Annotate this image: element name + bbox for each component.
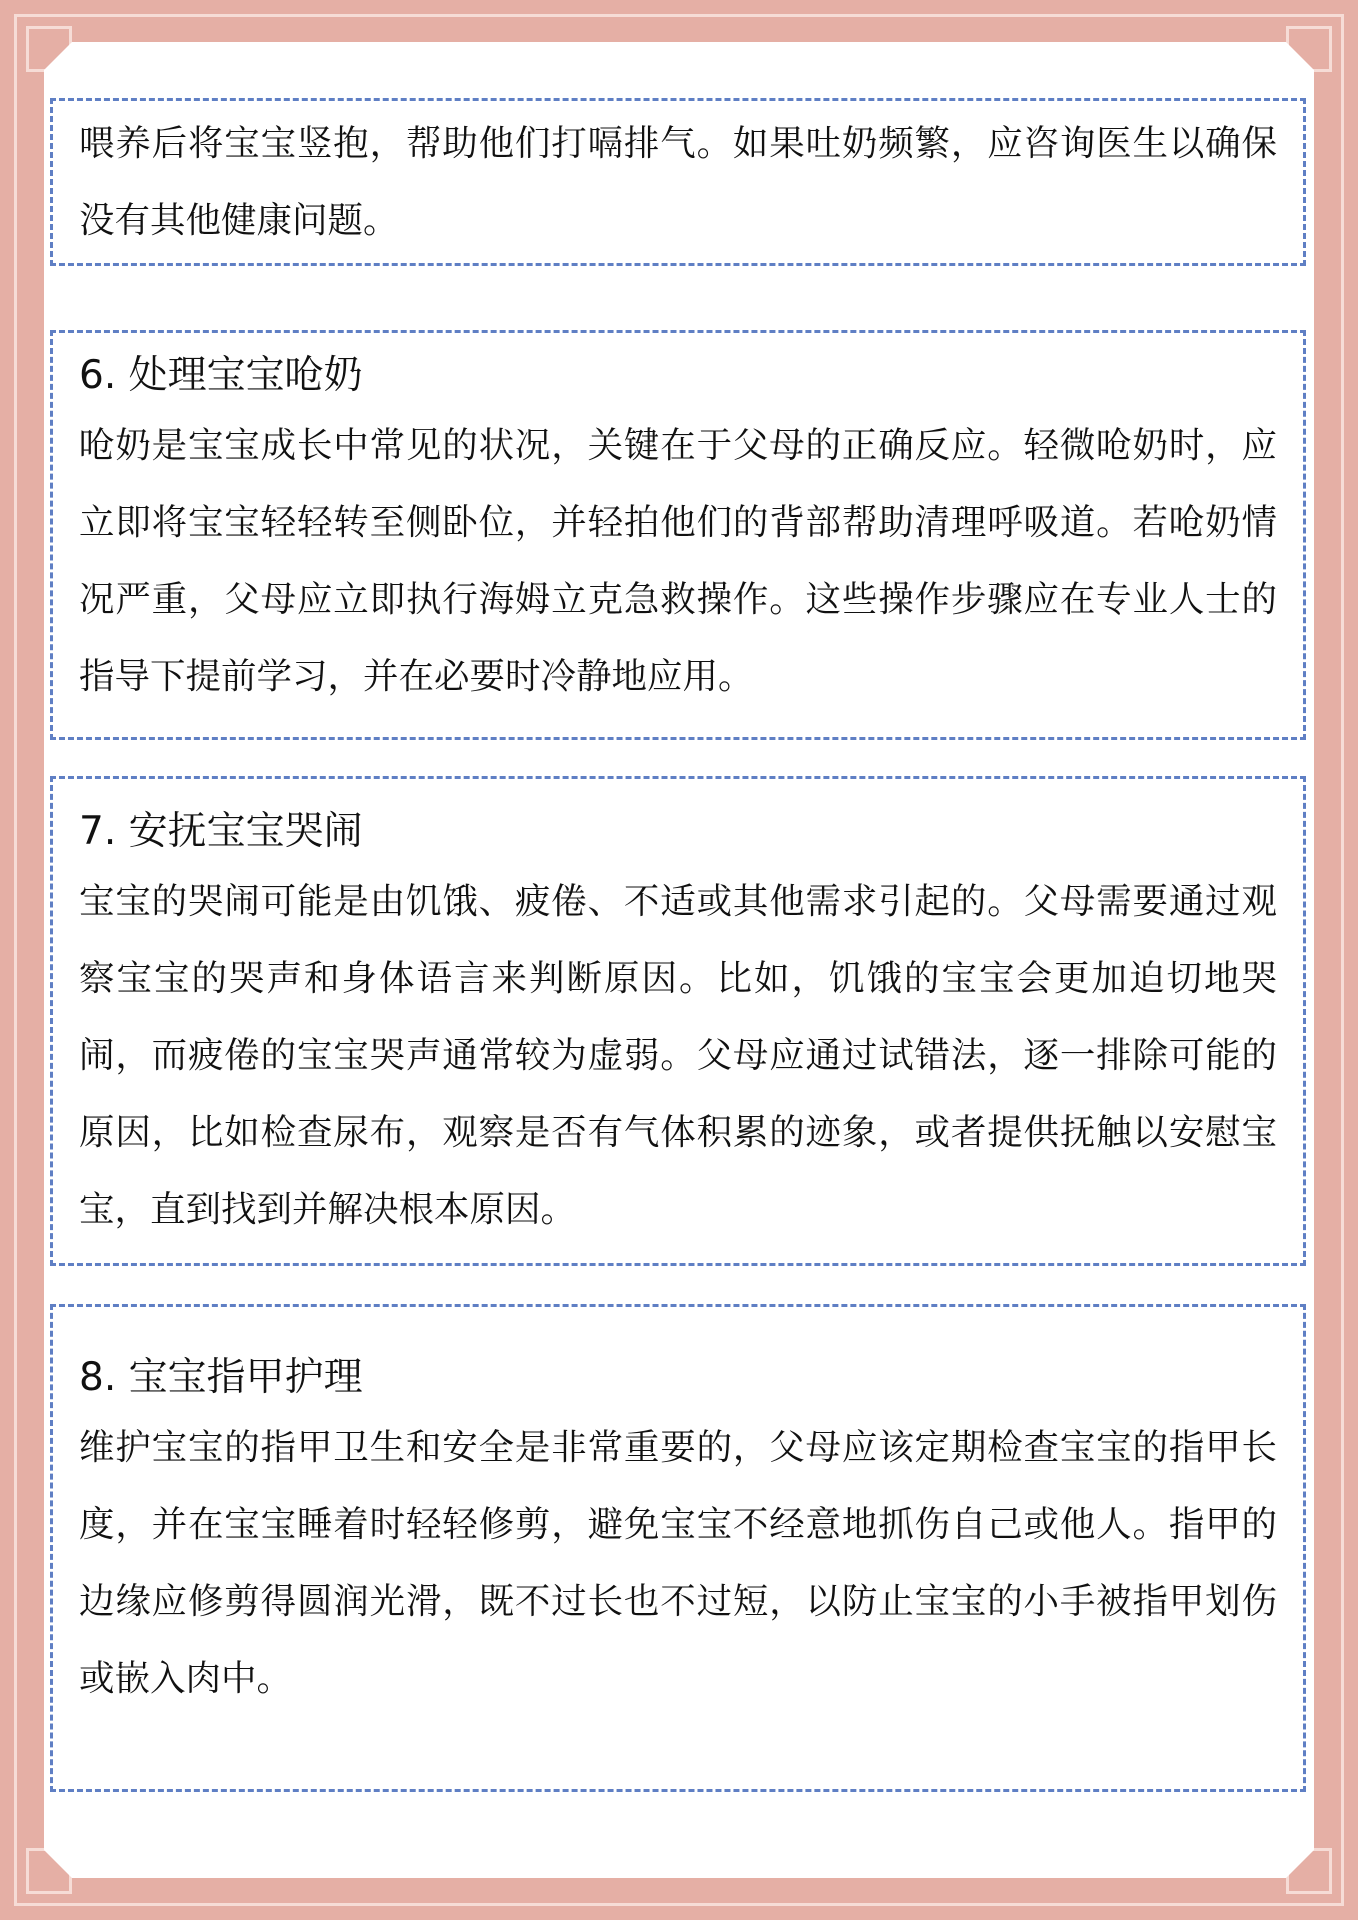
section-body: 喂养后将宝宝竖抱，帮助他们打嗝排气。如果吐奶频繁，应咨询医生以确保没有其他健康问题。: [79, 123, 1277, 241]
section-burping-continued: [50, 98, 1306, 266]
section-body: 呛奶是宝宝成长中常见的状况，关键在于父母的正确反应。轻微呛奶时，应立即将宝宝轻轻转至侧卧位，并轻拍他们的背部帮助清理呼吸道。若呛奶情况严重，父母应立即执行海姆立克急救操作。这些操作步骤应在专业人士的指导下提前学习，并在必要时冷静地应用。: [79, 425, 1277, 697]
section-crying: [50, 776, 1306, 1266]
section-body: 维护宝宝的指甲卫生和安全是非常重要的，父母应该定期检查宝宝的指甲长度，并在宝宝睡着时轻轻修剪，避免宝宝不经意地抓伤自己或他人。指甲的边缘应修剪得圆润光滑，既不过长也不过短，以防止宝宝的小手被指甲划伤或嵌入肉中。: [79, 1427, 1277, 1699]
section-heading: 6. 处理宝宝呛奶: [79, 353, 363, 398]
section-choking: [50, 330, 1306, 740]
section-heading: 7. 安抚宝宝哭闹: [79, 809, 363, 854]
section-body: 宝宝的哭闹可能是由饥饿、疲倦、不适或其他需求引起的。父母需要通过观察宝宝的哭声和身体语言来判断原因。比如，饥饿的宝宝会更加迫切地哭闹，而疲倦的宝宝哭声通常较为虚弱。父母应通过试错法，逐一排除可能的原因，比如检查尿布，观察是否有气体积累的迹象，或者提供抚触以安慰宝宝，直到找到并解决根本原因。: [79, 881, 1277, 1230]
section-heading: 8. 宝宝指甲护理: [79, 1355, 363, 1400]
section-nail-care: [50, 1304, 1306, 1792]
